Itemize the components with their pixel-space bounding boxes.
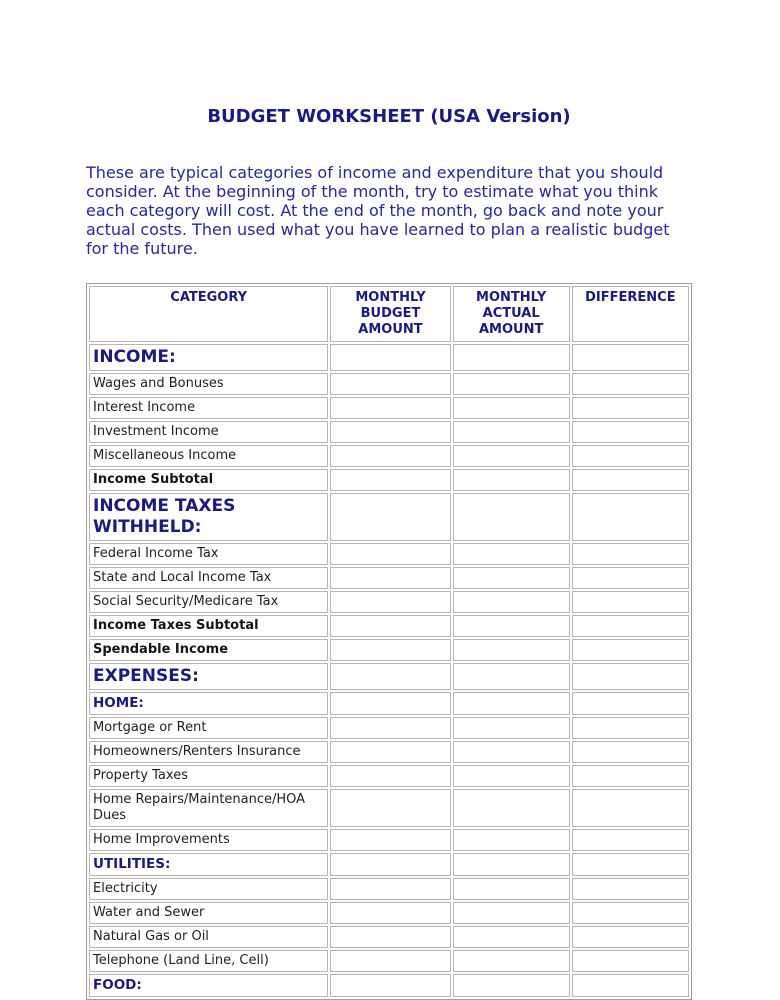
budget-amount-cell [330,493,450,541]
table-row [89,639,689,661]
table-row [89,397,689,419]
difference-cell [572,692,689,715]
budget-amount-cell [330,373,450,395]
table-row [89,567,689,589]
table-row [89,469,689,491]
category-cell: Federal Income Tax [89,543,328,565]
budget-amount-cell [330,853,450,876]
difference-cell [572,469,689,491]
category-cell: Interest Income [89,397,328,419]
budget-amount-cell [330,692,450,715]
difference-cell [572,397,689,419]
actual-amount-cell [453,567,570,589]
category-cell: Homeowners/Renters Insurance [89,741,328,763]
category-cell: UTILITIES: [89,853,328,876]
difference-cell [572,639,689,661]
actual-amount-cell [453,663,570,690]
budget-amount-cell [330,902,450,924]
category-cell: EXPENSES: [89,663,328,690]
actual-amount-cell [453,974,570,997]
category-cell: Water and Sewer [89,902,328,924]
difference-cell [572,445,689,467]
budget-amount-cell [330,926,450,948]
difference-cell [572,853,689,876]
page-title: BUDGET WORKSHEET (USA Version) [207,106,571,127]
category-cell: State and Local Income Tax [89,567,328,589]
table-row [89,765,689,787]
table-row [89,974,689,997]
table-row [89,344,689,371]
budget-amount-cell [330,639,450,661]
budget-table-header [89,286,689,342]
budget-amount-cell [330,445,450,467]
actual-amount-cell [453,591,570,613]
category-cell: Mortgage or Rent [89,717,328,739]
budget-amount-cell [330,789,450,827]
difference-cell [572,567,689,589]
budget-table-body [89,344,689,997]
actual-amount-cell [453,445,570,467]
difference-cell [572,950,689,972]
actual-amount-cell [453,829,570,851]
table-row [89,493,689,541]
actual-amount-cell [453,741,570,763]
budget-amount-cell [330,397,450,419]
table-row [89,789,689,827]
actual-amount-cell [453,950,570,972]
table-row [89,615,689,637]
actual-amount-cell [453,692,570,715]
table-row [89,741,689,763]
category-cell: Investment Income [89,421,328,443]
actual-amount-cell [453,493,570,541]
difference-cell [572,741,689,763]
category-cell: Home Repairs/Maintenance/HOA Dues [89,789,328,827]
table-row [89,421,689,443]
table-row [89,853,689,876]
actual-amount-cell [453,926,570,948]
category-cell: INCOME: [89,344,328,371]
table-row [89,692,689,715]
actual-amount-cell [453,397,570,419]
actual-amount-cell [453,421,570,443]
actual-amount-cell [453,373,570,395]
difference-cell [572,765,689,787]
actual-amount-cell [453,615,570,637]
table-row [89,950,689,972]
budget-amount-cell [330,591,450,613]
category-cell: Income Taxes Subtotal [89,615,328,637]
category-cell: Home Improvements [89,829,328,851]
header-row [89,286,689,342]
budget-amount-cell [330,615,450,637]
table-row [89,717,689,739]
table-row [89,926,689,948]
column-header-monthly-budget-amount: MONTHLY BUDGET AMOUNT [330,286,450,342]
difference-cell [572,493,689,541]
difference-cell [572,663,689,690]
table-row [89,663,689,690]
column-header-difference: DIFFERENCE [572,286,689,342]
category-cell: Miscellaneous Income [89,445,328,467]
category-cell: FOOD: [89,974,328,997]
budget-amount-cell [330,950,450,972]
category-cell: Social Security/Medicare Tax [89,591,328,613]
budget-amount-cell [330,765,450,787]
budget-amount-cell [330,878,450,900]
document-content [86,106,692,1000]
budget-amount-cell [330,741,450,763]
category-cell: Telephone (Land Line, Cell) [89,950,328,972]
difference-cell [572,543,689,565]
budget-amount-cell [330,717,450,739]
actual-amount-cell [453,878,570,900]
intro-paragraph: These are typical categories of income and expenditure that you should consider. At the beginning of the month, try to estimate what you think each category will cost. At the end of the month, go back and note your actual costs. Then used what you have learned to plan a realistic budget for the future. [86,163,670,258]
column-header-category: CATEGORY [89,286,328,342]
category-cell: Property Taxes [89,765,328,787]
table-row [89,591,689,613]
budget-amount-cell [330,543,450,565]
actual-amount-cell [453,717,570,739]
column-header-monthly-actual-amount: MONTHLY ACTUAL AMOUNT [453,286,570,342]
actual-amount-cell [453,543,570,565]
actual-amount-cell [453,344,570,371]
category-cell: Wages and Bonuses [89,373,328,395]
category-cell: HOME: [89,692,328,715]
difference-cell [572,717,689,739]
budget-amount-cell [330,469,450,491]
table-row [89,445,689,467]
actual-amount-cell [453,469,570,491]
budget-amount-cell [330,974,450,997]
actual-amount-cell [453,902,570,924]
budget-amount-cell [330,567,450,589]
difference-cell [572,421,689,443]
table-row [89,829,689,851]
category-cell: Income Subtotal [89,469,328,491]
difference-cell [572,829,689,851]
difference-cell [572,878,689,900]
category-cell: Electricity [89,878,328,900]
budget-amount-cell [330,829,450,851]
difference-cell [572,344,689,371]
actual-amount-cell [453,639,570,661]
table-row [89,878,689,900]
category-cell: Spendable Income [89,639,328,661]
budget-table [86,283,692,1000]
budget-amount-cell [330,663,450,690]
table-row [89,543,689,565]
actual-amount-cell [453,765,570,787]
difference-cell [572,373,689,395]
budget-amount-cell [330,421,450,443]
budget-amount-cell [330,344,450,371]
difference-cell [572,926,689,948]
difference-cell [572,591,689,613]
table-row [89,902,689,924]
difference-cell [572,789,689,827]
category-cell: INCOME TAXES WITHHELD: [89,493,328,541]
actual-amount-cell [453,853,570,876]
difference-cell [572,615,689,637]
table-row [89,373,689,395]
difference-cell [572,902,689,924]
difference-cell [572,974,689,997]
actual-amount-cell [453,789,570,827]
category-cell: Natural Gas or Oil [89,926,328,948]
